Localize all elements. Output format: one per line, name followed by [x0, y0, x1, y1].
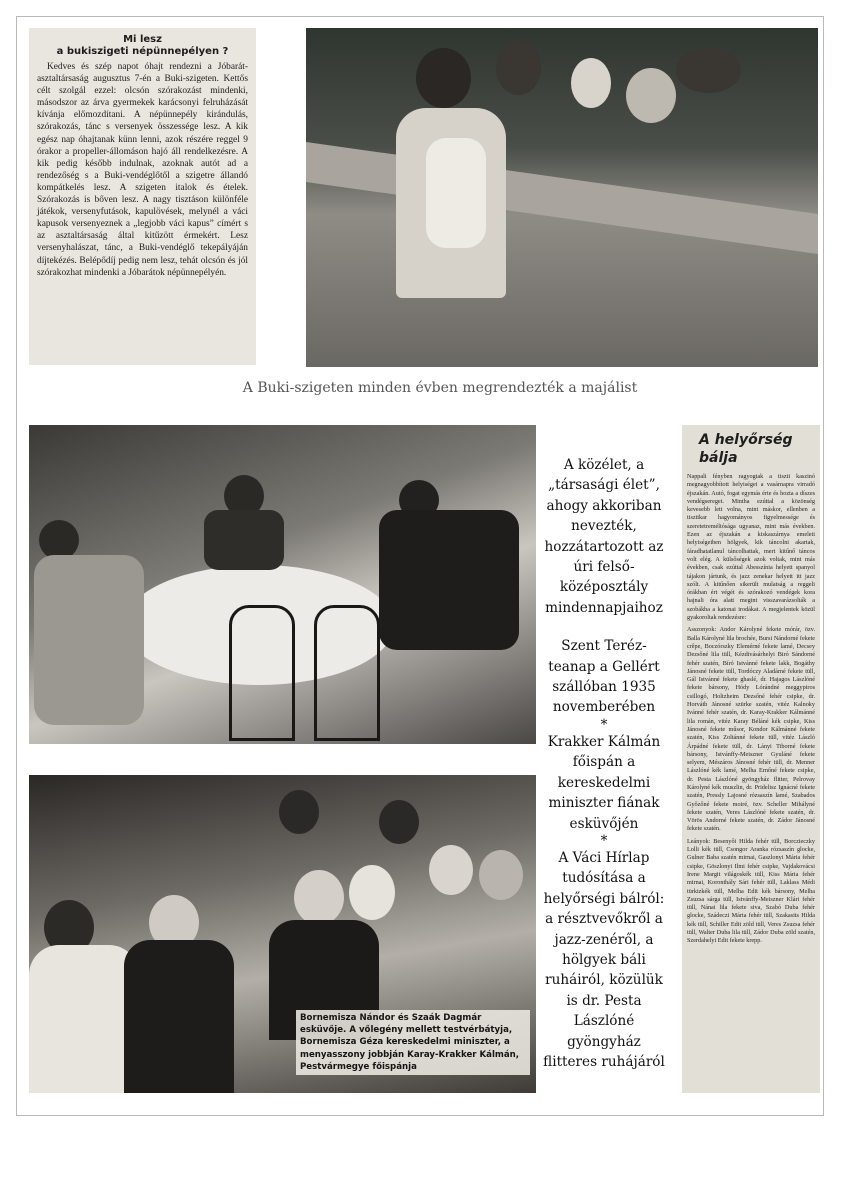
clipping-headline-line2: a bukiszigeti népünnepélyen ?	[56, 46, 229, 57]
caption-social-life: A közélet, a „társasági élet”, ahogy akkoriban nevezték, hozzátartozott az úri felső-középosztály mindennapjaihoz	[544, 457, 664, 616]
photo-top-caption: A Buki-szigeten minden évben megrendezték a majálist	[242, 380, 638, 396]
separator-star: *	[600, 832, 608, 849]
newspaper-clipping-buki	[29, 28, 256, 365]
clipping-right-body-3: Leányok: Besenyői Hilda fehér tüll, Borczieczky Lolli kék tüll, Csongor Aranka rózsaszín glocke, Gulner Baba szatén mirnai, Gaszlonyi Mária fehér csipke, Göszlonyi Ilmi fehér csipke, Vajdakovácsi Irene Margit világoskék tüll, Kiss Mária fehér mirnai, Koronthály Sári fehér tüll, Laklass Médi türkizkék tüll, Melha Edit kék bársony, Melha Zsuzsa sárga tüll, Istvánffy-Meiszner Klári fehér tüll, Nánai lila fekete siva, Szabó Duba fehér glocke, Szádeczi Márta fehér tüll, Szakasits Hilda kék tüll, Schiller Edit zöld tüll, Veres Zsuzsa fehér tüll, Walter Duba lila tüll, Zádor Duba zöld szatén, Szerdahelyi Edit fekete krepp.	[687, 837, 815, 945]
photo-tea-party-gellert	[29, 425, 536, 744]
caption-tea-party: Szent Teréz-teanap a Gellért szállóban 1935 novemberében	[548, 638, 660, 716]
newspaper-clipping-garrison-ball	[682, 425, 820, 1093]
caption-column	[540, 455, 668, 1090]
photo-picnic-buki-island	[306, 28, 818, 367]
caption-garrison-ball: A Váci Hírlap tudósítása a helyőrségi bálról: a résztvevőkről a jazz-zenéről, a hölgyek báli ruháiról, közülük is dr. Pesta Lászlóné gyöngyház flitteres ruhájáról	[543, 849, 665, 1070]
clipping-body: Kedves és szép napot óhajt rendezni a Jóbarát-asztaltársaság augusztus 7-én a Buki-szigeten. Kettős célt szolgál ezzel: olcsón szórakozást mindenki, másodszor az árva gyermekek karácsonyi felruházását kívánja előmozdítani. A népünnepély kirándulás, szórakozás, tánc s versenyek összessége lesz. A kik egész nap óhajtanak künn lenni, azok részére reggel 9 órakor a propeller-állomáson hajó áll rendelkezésre. A kik pedig később indulnak, azoknak autót ad a rendezőség s a Buki-vendéglőtől a szigetre állandó kompátkelés lesz. A szigeten italok és ételek. Szórakozás is bőven lesz. A nagy tisztáson különféle játékok, versenyfutások, kapulövések, melynél a váci kapusok versenyeznek a „legjobb váci kapus” címért s az asztaltársaság által kitűzött érmekért. Lesz versenyhalászat, tánc, a Buki-vendéglő tekepályáján díjtekézés. Belépődíj pedig nem lesz, tehát olcsón és jól szórakozhat mindenki a Jóbarátok népünnepélyén.	[37, 62, 248, 278]
clipping-right-headline: A helyőrség bálja	[699, 432, 793, 466]
caption-wedding: Krakker Kálmán főispán a kereskedelmi miniszter fiának esküvőjén	[547, 733, 661, 832]
photo-bottom-caption: Bornemisza Nándor és Szaák Dagmár esküvője. A vőlegény mellett testvérbátyja, Bornemisza Géza kereskedelmi miniszter, a menyasszony jobbján Karay-Krakker Kálmán, Pestvármegye főispánja	[296, 1010, 530, 1075]
separator-star: *	[600, 716, 608, 733]
clipping-right-body-1: Nappali fényben ragyogtak a tiszti kaszinó megnagyobbított helyiségei a vasárnapra virradó éjszakán. Autó, fogat egymás érte és hozta a díszes vendégsereget. Mintha ezúttal a közönség kevesebb lett volna, mint máskor, ellenben a tisztikar hagyományos figyelmessége és szeretetreméltósága ugyanaz, mint más években. Ezen az éjszakán a kiskaszárnya emeleti helyiségeiben hölgyek, kik táncolni akartak, fáradhatatlanul táncolhattak, mert kitűnő táncos volt elég. A külsőségek azok voltak, mint más években, csak ezúttal Abesszínia helyett spanyol tájakon jártunk, és jazz zenekar helyett itt jazz szólt. A kitűnően sikerült mulatság a reggeli órákban ért végét és szórakozó vendégek kora hajnali óra alatt megint visszavarázsolták a szobákba a katonai irodákat. A megjelentek közül gyakoroltak rendezésre:	[687, 473, 815, 622]
clipping-headline-line1: Mi lesz	[123, 34, 162, 45]
clipping-right-body-2: Asszonyok: Andor Károlyné fekete mórár, özv. Balla Károlyné lila brochée, Bursi Nándorné fekete crêpe, Boczórszky Elemérné fekete lamé, Decsey Dezsőné lila tüll, Kézdivásárhelyi Biró Sándorné fehér szatén, Bíró Istvánné fekete lakk, Bogáthy Jánosné fekete tüll, Tordóczy Aladárné fekete tüll, Gál Istvánné fekete ghaslé, dr. Hajagos Lászlóné fekete bársony, Hódy Lórándné meggypiros csillogó, Holtzheim Dezsőné fehér csipke, dr. Horváth Jánosné szürke szatén, vitéz Kalnoky Ivánné fehér szatén, dr. Karay-Krakker Kálmánné lila román, vitéz Karay Béláné kék csipke, Kiss Jánosné fekete műsor, Kondor Kálmánné fekete szatén, Kiss Zoltánné fekete tüll, vitéz László Árpádné fekete tüll, dr. Lányi Tiborné fekete bársony, Istvánffy-Meiszner Gyuláné fekete selyem, Mészáros Jánosné fehér tüll, dr. Menner Lászlóné kék lamé, Melha Ernőné fekete csipke, dr. Pesta Lászlóné gyöngyház flitter, Pelrovay Károlyné kék muszlin, dr. Pridelisz Ignácné fekete szatén, Pressly Lajosné rózsaszín lamé, Szabados Győzőné fekete moiré, özv. Scheller Mihályné fekete szatén, Veres Lászlóné fekete szatén, dr. Vörös Andorné fekete szatén, dr. Zádor Jánosné fekete szatén.	[687, 626, 815, 833]
